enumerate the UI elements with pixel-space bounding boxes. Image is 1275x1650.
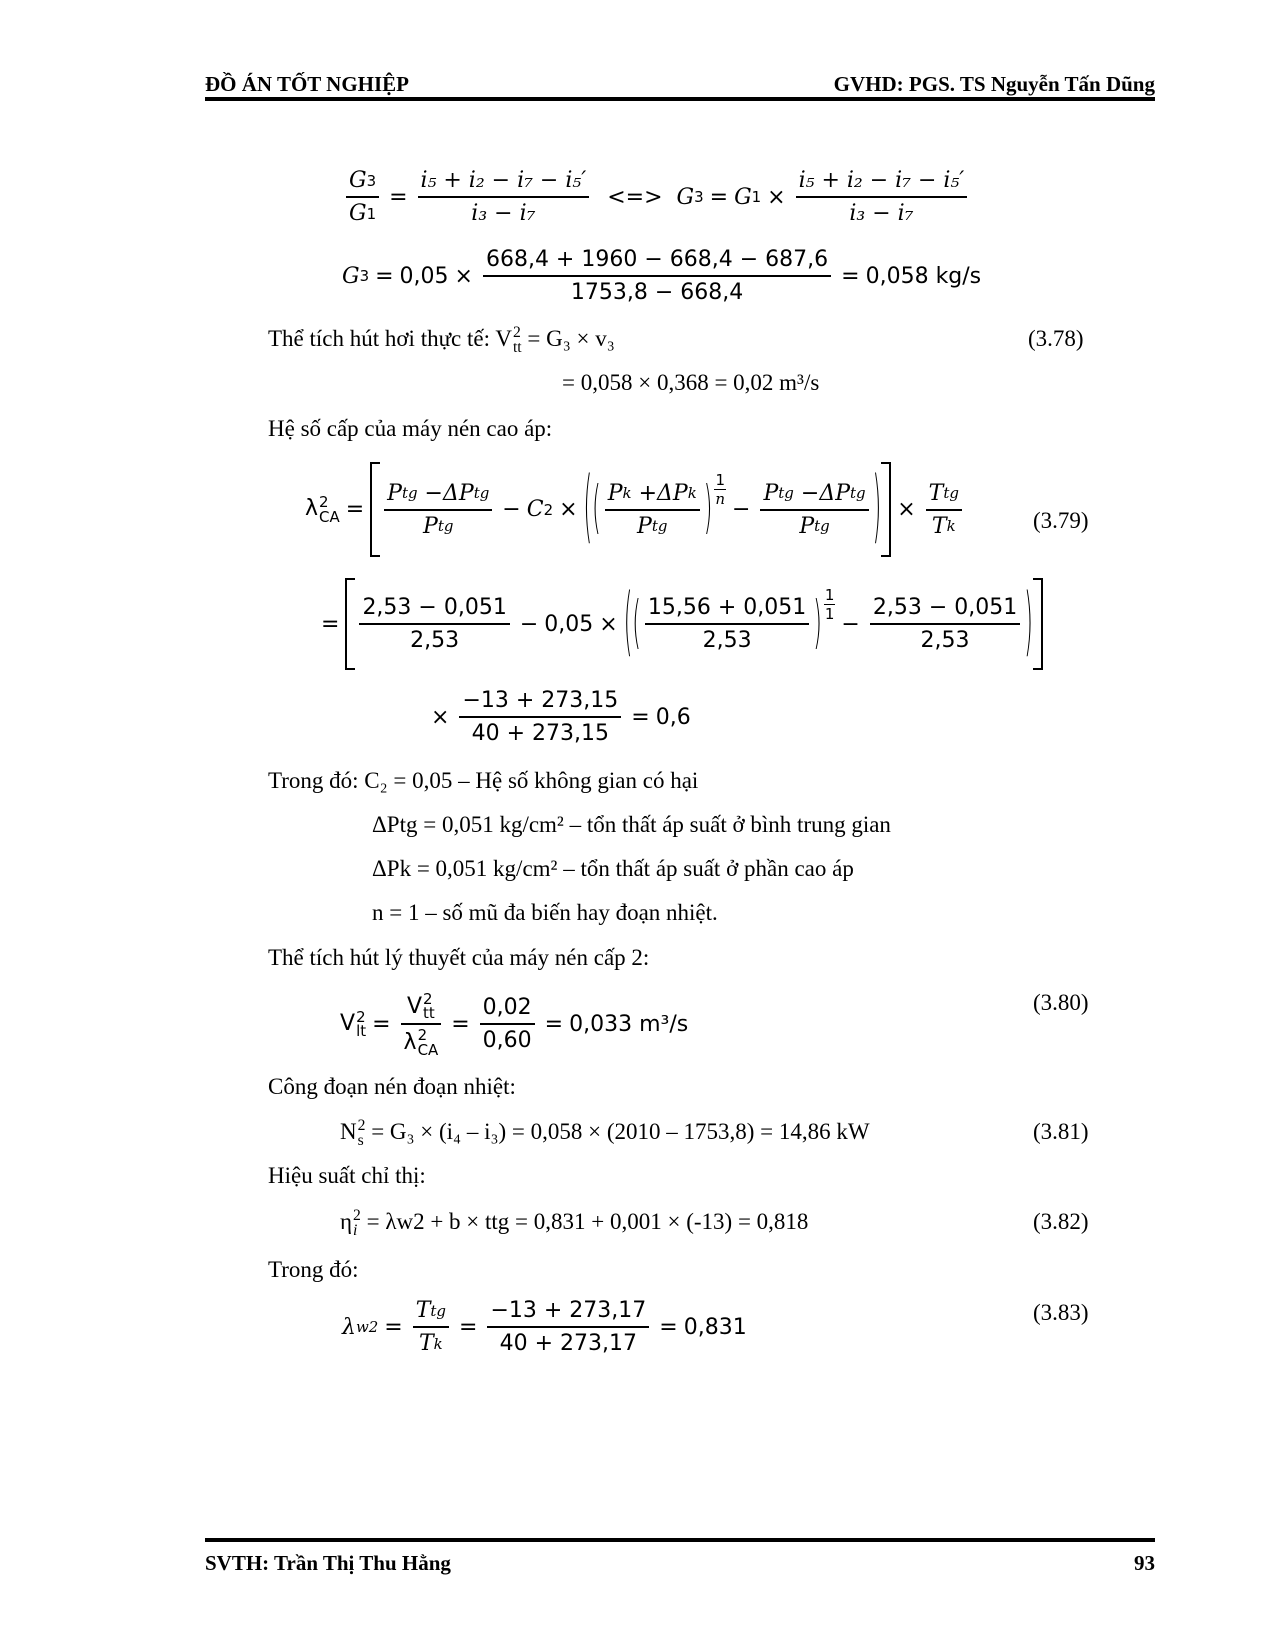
lw2-den: 40 + 273,17 — [487, 1326, 649, 1356]
g3-numer: 668,4 + 1960 − 668,4 − 687,6 — [485, 247, 829, 272]
vlt-result: 0,033 m³/s — [569, 1011, 689, 1037]
vtt-formula: = G₃ × v₃ — [521, 326, 615, 352]
eq-number-380: (3.80) — [1033, 990, 1089, 1015]
eq-number-382: (3.82) — [1033, 1209, 1089, 1234]
lambda-t-num: −13 + 273,15 — [462, 688, 619, 713]
eq-g3-numer: i₅ + i₂ − i₇ − i₅′ — [420, 168, 587, 193]
vtt-label: Thể tích hút hơi thực tế: — [268, 326, 496, 352]
header-title: ĐỒ ÁN TỐT NGHIỆP — [205, 72, 410, 96]
he-so-cap-label: Hệ số cấp của máy nén cao áp: — [268, 416, 553, 441]
vlt-label: Thể tích hút lý thuyết của máy nén cấp 2: — [268, 945, 650, 970]
lambda-a-den-2: 2,53 — [870, 623, 1020, 653]
eq-number-383: (3.83) — [1033, 1300, 1089, 1325]
vtt-line: Thể tích hút hơi thực tế: V 2 tt = G₃ × v₃ — [268, 324, 615, 356]
equiv-symbol: <=> — [607, 184, 663, 210]
eq-vlt: V 2 lt = V 2 tt λ 2 CA = $\frac{0,02}{0,60}$ = 0,033 m³/s — [340, 990, 689, 1059]
g3-result: 0,058 kg/s — [865, 263, 982, 289]
trong-do-line-3: ΔPk = 0,051 kg/cm² – tổn thất áp suất ở phần cao áp — [372, 856, 854, 881]
eq-g3-numer-2: i₅ + i₂ − i₇ − i₅′ — [798, 168, 965, 193]
eq-number-379: (3.79) — [1033, 508, 1089, 533]
vtt-calc: = 0,058 × 0,368 = 0,02 m³/s — [562, 370, 820, 395]
eq-number-378: (3.78) — [1028, 326, 1084, 351]
ns-formula: = G₃ × (i₄ – i₃) = 0,058 × (2010 – 1753,8) = 14,86 kW — [365, 1119, 870, 1145]
g3-denom: 1753,8 − 668,4 — [483, 275, 831, 305]
footer-student: SVTH: Trần Thị Thu Hằng — [205, 1551, 451, 1575]
lambda-b-den: 2,53 — [645, 623, 809, 653]
ns-label: Công đoạn nén đoạn nhiệt: — [268, 1074, 516, 1099]
eq-g3-value: G 3 = 0,05 × $\frac{668,4 + 1960 - 668,4 - 687,6}{1753,8 - 668,4}$ = 0,058 kg/s — [342, 247, 982, 305]
lw2-result: 0,831 — [683, 1314, 747, 1340]
lambda-a-num-2: 2,53 − 0,051 — [872, 595, 1018, 620]
eq-number-381: (3.81) — [1033, 1119, 1089, 1144]
trong-do-2: Trong đó: — [268, 1257, 359, 1282]
eq-g3-denom: i₃ − i₇ — [418, 196, 590, 226]
vlt-den: 0,60 — [480, 1023, 535, 1053]
lambda-c2: 0,05 — [544, 611, 594, 637]
lambda-b-num: 15,56 + 0,051 — [647, 595, 807, 620]
lambda-t-den: 40 + 273,15 — [459, 716, 621, 746]
trong-do-line-4: n = 1 – số mũ đa biến hay đoạn nhiệt. — [372, 900, 718, 925]
header-advisor: GVHD: PGS. TS Nguyễn Tấn Dũng — [833, 72, 1155, 96]
lambda-a-den: 2,53 — [359, 623, 509, 653]
eq-eta: η 2 i = λw2 + b × ttg = 0,831 + 0,001 × (-13) = 0,818 — [340, 1207, 809, 1239]
eq-lambda-numeric: = $\frac{2,53 - 0,051}{2,53}$ − 0,05 × ( ( $\frac{15,56 + 0,051}{2,53}$ ) $\frac{1}{1}$ − $\frac{2,53 - 0,051}{2,53}$ ) — [315, 578, 1043, 670]
eq-lambda-general: λ 2 CA = P tg − ΔP tg P tg − C 2 × ( ( P k + ΔP k P tg ) 1 n − P tg − ΔP tg P tg ) × T tg T k — [305, 462, 966, 557]
footer-rule — [205, 1538, 1155, 1542]
eq-g3-ratio: G 3 G 1 = $\frac{\text{i₅ + i₂ − i₇ − i₅′}}{\text{i₃ − i₇}}$ <=> G 3 = G 1 × $\frac{\text{i₅ + i₂ − i₇ − i₅′}}{\text{i₃ − i₇}}$ — [342, 168, 971, 226]
vlt-num: 0,02 — [482, 995, 532, 1021]
eq-lambda-temp: × $\frac{-13 + 273,15}{40 + 273,15}$ = 0,6 — [431, 688, 691, 746]
eta-formula: = λw2 + b × ttg = 0,831 + 0,001 × (-13) = 0,818 — [360, 1209, 809, 1235]
lambda-result: 0,6 — [655, 704, 691, 730]
eq-lw2: λ w2 = T tg T k = $\frac{-13 + 273,17}{40 + 273,17}$ = 0,831 — [342, 1298, 747, 1356]
trong-do-line-1: Trong đó: C₂ = 0,05 – Hệ số không gian có hại — [268, 768, 699, 793]
trong-do-line-2: ΔPtg = 0,051 kg/cm² – tổn thất áp suất ở bình trung gian — [372, 812, 891, 837]
eta-label: Hiệu suất chỉ thị: — [268, 1163, 426, 1188]
eq-ns: N 2 s = G₃ × (i₄ – i₃) = 0,058 × (2010 – 1753,8) = 14,86 kW — [340, 1117, 870, 1149]
page-number: 93 — [1134, 1551, 1155, 1575]
lambda-a-num: 2,53 − 0,051 — [362, 595, 507, 620]
lambda-exp-den: 1 — [824, 604, 835, 623]
lambda-exp-num: 1 — [824, 585, 835, 604]
g3-coef: 0,05 — [399, 263, 449, 289]
eq-g3-denom-2: i₃ − i₇ — [796, 196, 968, 226]
header-rule — [205, 97, 1155, 101]
lw2-num: −13 + 273,17 — [490, 1298, 647, 1323]
